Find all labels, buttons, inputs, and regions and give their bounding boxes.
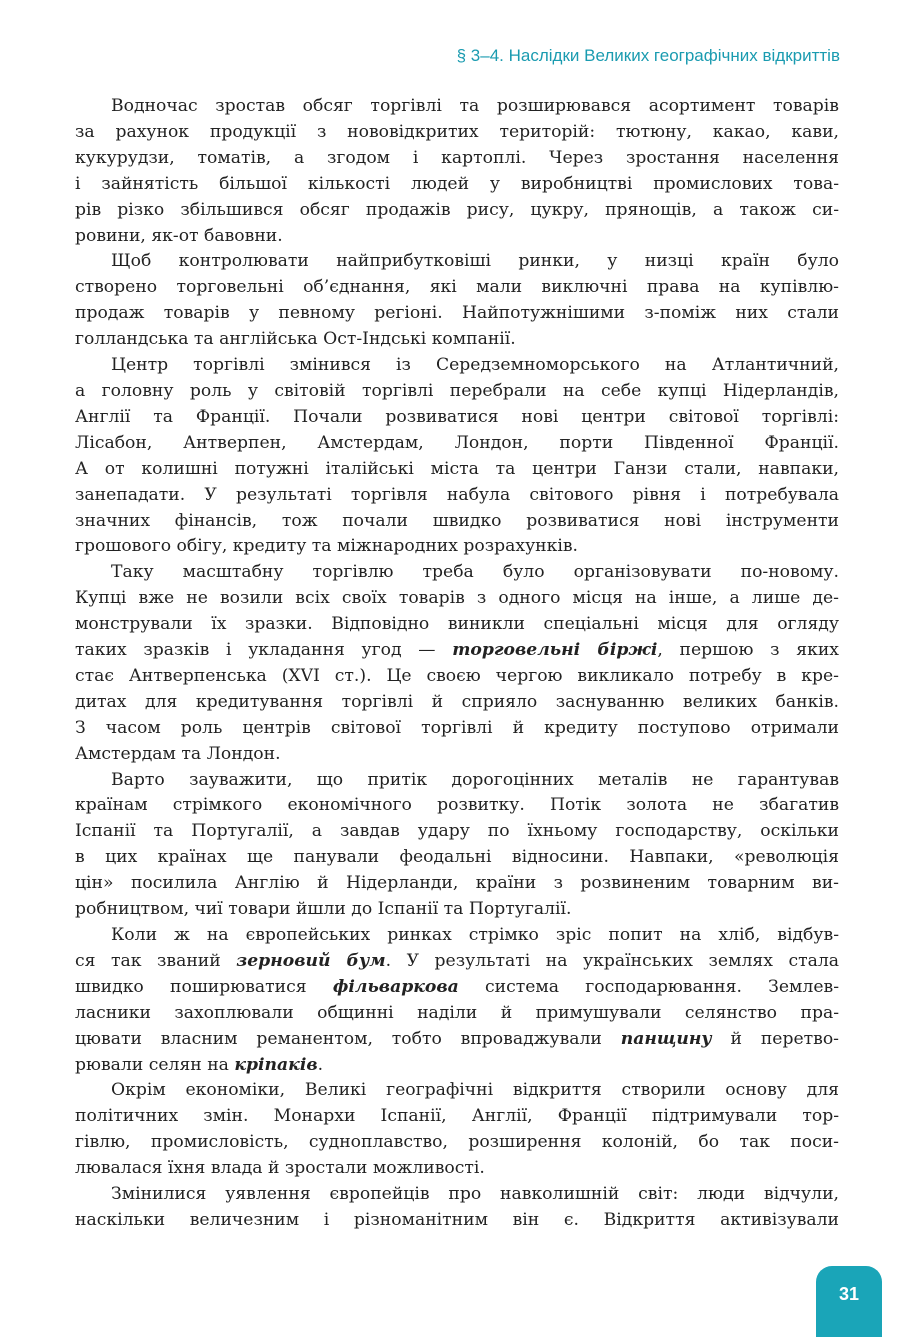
text-line: Окрім економіки, Великі географічні відкриття створили основу для (111, 1080, 839, 1101)
page-number: 31 (838, 1284, 860, 1304)
text-line: гівлю, промисловість, судноплавство, розширення колоній, бо так поси- (75, 1132, 839, 1153)
text-line: ровини, як-от бавовни. (75, 225, 283, 246)
text-line: Щоб контролювати найприбутковіші ринки, у низці країн було (111, 251, 839, 272)
text-segment: швидко поширюватися (75, 976, 333, 997)
text-line: дитах для кредитування торгівлі й сприяло заснуванню великих банків. (75, 691, 839, 712)
text-line: Іспанії та Португалії, а завдав удару по їхньому господарству, оскільки (75, 821, 839, 842)
paragraph (75, 560, 839, 767)
text-line: цін» посилила Англію й Нідерланди, країни з розвиненим товарним ви- (75, 873, 839, 894)
text-line: Купці вже не возили всіх своїх товарів з одного місця на інше, а лише де- (75, 588, 839, 609)
text-line: Змінилися уявлення європейців про навколишній світ: люди відчули, (111, 1184, 839, 1205)
text-line: Лісабон, Антверпен, Амстердам, Лондон, порти Південної Франції. (75, 432, 839, 453)
text-line: продаж товарів у певному регіоні. Найпотужнішими з-поміж них стали (75, 303, 839, 324)
text-line: Варто зауважити, що притік дорогоцінних металів не гарантував (111, 769, 839, 790)
text-line: занепадати. У результаті торгівля набула світового рівня і потребувала (75, 484, 839, 505)
key-term: панщину (620, 1028, 712, 1049)
paragraph (75, 1078, 839, 1182)
text-line: за рахунок продукції з нововідкритих територій: тютюну, какао, кави, (75, 121, 839, 142)
text-line: країнам стрімкого економічного розвитку. Потік золота не збагатив (75, 795, 839, 816)
text-line: Водночас зростав обсяг торгівлі та розширювався асортимент товарів (111, 96, 839, 116)
text-line: а головну роль у світовій торгівлі перебрали на себе купці Нідерландів, (75, 380, 839, 401)
key-term: кріпаків (234, 1054, 318, 1075)
text-line: Коли ж на європейських ринках стрімко зріс попит на хліб, відбув- (111, 925, 839, 945)
running-header: § 3–4. Наслідки Великих географічних відкриттів (456, 46, 840, 65)
text-line (75, 638, 839, 664)
text-line: кукурудзи, томатів, а згодом і картоплі. Через зростання населення (75, 147, 839, 168)
text-line (75, 949, 839, 975)
paragraph (75, 94, 839, 249)
text-line (75, 975, 839, 1001)
text-segment: й перетво- (711, 1028, 839, 1049)
text-line: в цих країнах ще панували феодальні відносини. Навпаки, «революція (75, 847, 839, 868)
paragraph (75, 353, 839, 560)
text-line: Таку масштабну торгівлю треба було організовувати по-новому. (111, 562, 839, 583)
text-line: політичних змін. Монархи Іспанії, Англії, Франції підтримували тор- (75, 1106, 839, 1127)
text-line: Англії та Франції. Почали розвиватися нові центри світової торгівлі: (75, 406, 839, 427)
paragraph (75, 768, 839, 923)
text-line: Центр торгівлі змінився із Середземноморського на Атлантичний, (111, 355, 839, 376)
text-segment: система господарювання. Землев- (458, 976, 840, 997)
text-segment: ся так званий (75, 950, 237, 971)
text-segment: . У результаті на українських землях стала (385, 950, 839, 971)
text-segment: цювати власним реманентом, тобто впроваджували (75, 1028, 621, 1049)
text-line: робництвом, чиї товари йшли до Іспанії та Португалії. (75, 899, 572, 920)
text-line: голландська та англійська Ост-Індські компанії. (75, 329, 516, 350)
key-term: зерновий бум (236, 950, 386, 971)
body-text (75, 94, 839, 1234)
key-term: фільваркова (332, 976, 459, 997)
page-number-tab (816, 1266, 882, 1337)
text-line: і зайнятість більшої кількості людей у виробництві промислових това- (75, 173, 839, 194)
text-line: лювалася їхня влада й зростали можливості. (75, 1158, 485, 1179)
paragraph (75, 923, 839, 1078)
text-line: монстрували їх зразки. Відповідно виникли спеціальні місця для огляду (75, 614, 839, 635)
text-line: Амстердам та Лондон. (75, 743, 281, 764)
paragraph (75, 1182, 839, 1234)
text-segment: рювали селян на (75, 1054, 235, 1075)
text-line: створено торговельні об’єднання, які мали виключні права на купівлю- (75, 277, 839, 298)
text-line: грошового обігу, кредиту та міжнародних розрахунків. (75, 536, 579, 557)
text-line: ласники захоплювали общинні наділи й примушували селянство пра- (75, 1002, 839, 1023)
text-line (75, 1027, 839, 1053)
text-line: значних фінансів, тож почали швидко розвиватися нові інструменти (75, 510, 839, 531)
text-line: З часом роль центрів світової торгівлі й кредиту поступово отримали (75, 717, 839, 738)
key-term: торговельні біржі (452, 640, 658, 661)
paragraph (75, 249, 839, 353)
text-line: рів різко збільшився обсяг продажів рису, цукру, прянощів, а також си- (75, 199, 839, 220)
text-segment: . (317, 1054, 324, 1075)
text-segment: , першою з яких (657, 640, 839, 661)
text-segment: таких зразків і укладання угод — (75, 640, 453, 661)
text-line: наскільки величезним і різноманітним він є. Відкриття активізували (75, 1209, 839, 1230)
text-line: стає Антверпенська (XVI ст.). Це своєю чергою викликало потребу в кре- (75, 665, 839, 686)
text-line: А от колишні потужні італійські міста та центри Ганзи стали, навпаки, (75, 458, 839, 479)
text-line (75, 1053, 839, 1079)
